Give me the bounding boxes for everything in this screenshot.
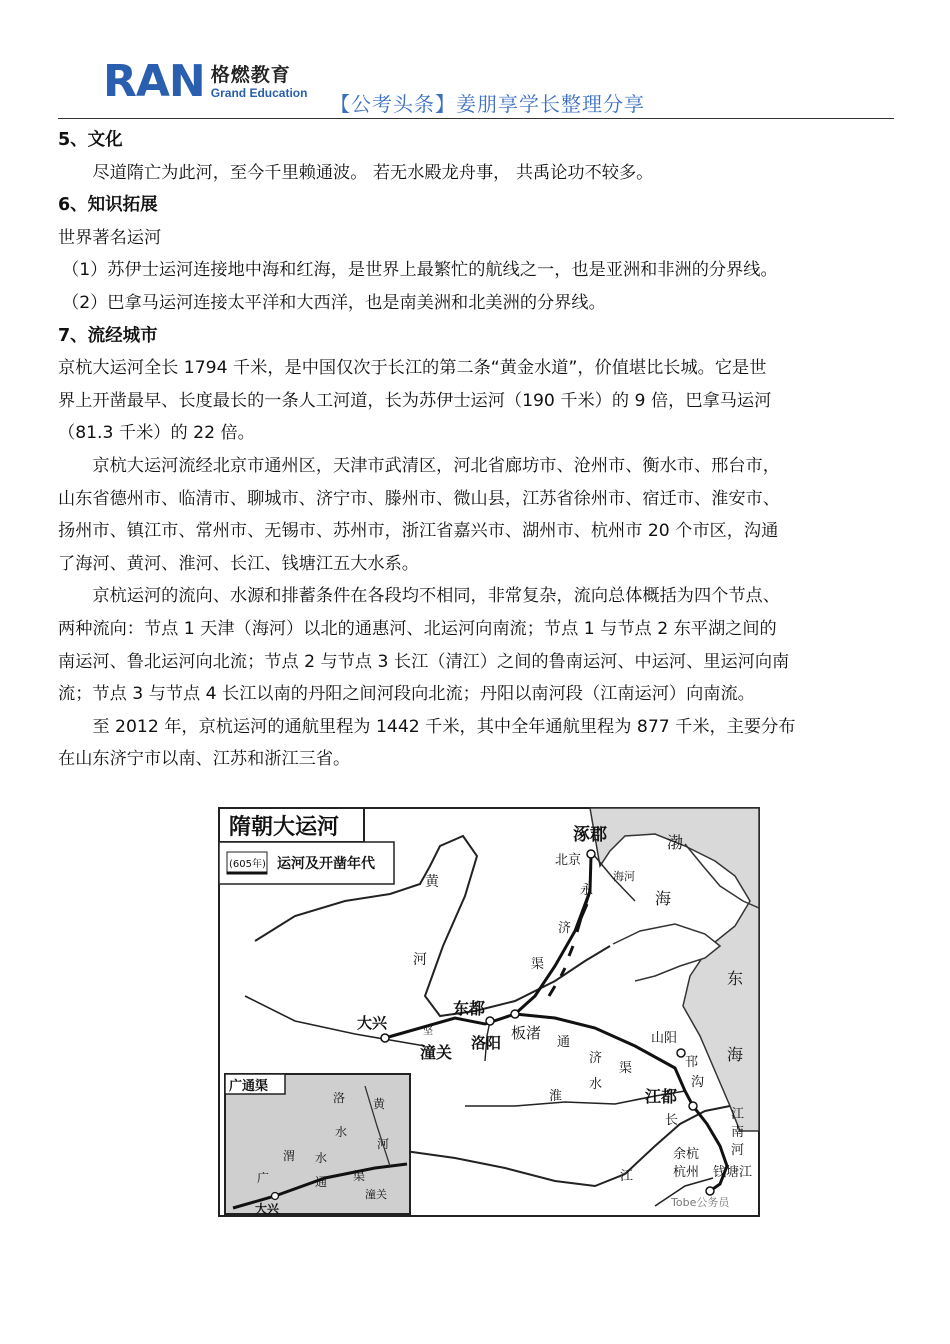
paragraph-3-line-3: 南运河、鲁北运河向北流；节点 2 与节点 3 长江（清江）之间的鲁南运河、中运河、里运河向南 bbox=[58, 651, 790, 672]
label-jiangnan-3: 河 bbox=[731, 1143, 745, 1158]
section-6-item-1: （1）苏伊士运河连接地中海和红海，是世界上最繁忙的航线之一，也是亚洲和非洲的分界线。 bbox=[62, 260, 778, 281]
city-marker-luoyang bbox=[486, 1017, 494, 1025]
label-yongji-1: 永 bbox=[580, 883, 594, 898]
logo-ran-text: RAN bbox=[103, 56, 205, 107]
label-huai: 淮 bbox=[549, 1089, 563, 1104]
label-jiangnan-2: 南 bbox=[731, 1125, 745, 1140]
label-dongdu: 东都 bbox=[453, 999, 486, 1018]
label-qu: 渠 bbox=[619, 1061, 633, 1076]
label-shanyang: 山阳 bbox=[651, 1031, 678, 1046]
paragraph-2-line-2: 山东省德州市、临清市、聊城市、济宁市、滕州市、微山县，江苏省徐州市、宿迁市、淮安市、 bbox=[58, 488, 780, 509]
label-bohai-2: 海 bbox=[655, 889, 672, 908]
inset-title: 广通渠 bbox=[229, 1079, 269, 1094]
label-yongji-2: 济 bbox=[558, 921, 572, 936]
logo-english-name: Grand Education bbox=[210, 86, 308, 100]
label-jiang: 江 bbox=[620, 1169, 634, 1184]
inset-label-qu: 渠 bbox=[353, 1169, 366, 1183]
city-marker-yuhang bbox=[706, 1187, 714, 1195]
label-chang: 长 bbox=[665, 1113, 679, 1128]
label-hangzhou: 杭州 bbox=[673, 1165, 700, 1180]
city-marker-banzhu bbox=[511, 1010, 519, 1018]
sui-grand-canal-map bbox=[215, 806, 765, 1220]
inset-label-tong: 通 bbox=[315, 1175, 328, 1189]
city-marker-shanyang bbox=[677, 1049, 685, 1057]
inset-label-wei: 渭 bbox=[283, 1149, 296, 1163]
label-bohai-1: 渤 bbox=[667, 833, 684, 852]
label-yuhang: 余杭 bbox=[673, 1147, 700, 1162]
legend-label: 运河及开凿年代 bbox=[277, 856, 375, 872]
paragraph-4-line-2: 在山东济宁市以南、江苏和浙江三省。 bbox=[58, 749, 351, 770]
paragraph-1-line-3: （81.3 千米）的 22 倍。 bbox=[58, 423, 255, 444]
label-han: 邗 bbox=[685, 1055, 699, 1070]
paragraph-3-line-2: 两种流向：节点 1 天津（海河）以北的通惠河、北运河向南流；节点 1 与节点 2 东平湖之间的 bbox=[58, 618, 777, 639]
label-gou: 沟 bbox=[691, 1075, 705, 1090]
inset-label-he: 河 bbox=[377, 1137, 390, 1151]
label-jiangdu: 江都 bbox=[645, 1087, 678, 1106]
inset-label-shui2: 水 bbox=[315, 1151, 328, 1165]
label-zhuojun: 涿郡 bbox=[573, 825, 607, 845]
label-huang: 黄 bbox=[425, 874, 439, 890]
brand-logo bbox=[103, 56, 308, 107]
paragraph-3-line-1: 京杭运河的流向、水源和排蓄条件在各段均不相同，非常复杂，流向总体概括为四个节点、 bbox=[92, 586, 780, 607]
logo-chinese-name: 格燃教育 bbox=[210, 64, 291, 86]
section-6-heading: 6、知识拓展 bbox=[58, 195, 158, 216]
map-watermark: Tobe公务员 bbox=[671, 1196, 730, 1209]
label-qiantang: 钱塘江 bbox=[713, 1165, 753, 1180]
paragraph-2-line-4: 了海河、黄河、淮河、长江、钱塘江五大水系。 bbox=[58, 553, 419, 574]
section-6-intro: 世界著名运河 bbox=[58, 227, 162, 248]
label-tongguan: 潼关 bbox=[420, 1043, 453, 1062]
paragraph-3-line-4: 流；节点 3 与节点 4 长江以南的丹阳之间河段向北流；丹阳以南河段（江南运河）向南流。 bbox=[58, 684, 755, 705]
label-jiangnan-1: 江 bbox=[731, 1107, 745, 1122]
inset-label-shui: 水 bbox=[335, 1125, 348, 1139]
paragraph-4-line-1: 至 2012 年，京杭运河的通航里程为 1442 千米，其中全年通航里程为 877 千米，主要分布 bbox=[92, 716, 796, 737]
document-body bbox=[58, 124, 898, 776]
section-6-item-2: （2）巴拿马运河连接太平洋和大西洋，也是南美洲和北美洲的分界线。 bbox=[62, 292, 606, 313]
section-5-poem: 尽道隋亡为此河，至今千里赖通波。 若无水殿龙舟事， 共禹论功不较多。 bbox=[92, 162, 654, 183]
label-beijing: 北京 bbox=[555, 853, 582, 868]
label-banzhu: 板渚 bbox=[511, 1024, 542, 1042]
label-tong: 通 bbox=[557, 1035, 571, 1050]
paragraph-2-line-1: 京杭大运河流经北京市通州区，天津市武清区，河北省廊坊市、沧州市、衡水市、邢台市， bbox=[92, 455, 780, 476]
paragraph-1-line-1: 京杭大运河全长 1794 千米，是中国仅次于长江的第二条“黄金水道”，价值堪比长城。它是世 bbox=[58, 358, 767, 379]
section-7-heading: 7、流经城市 bbox=[58, 325, 158, 346]
label-yongji-3: 渠 bbox=[531, 957, 545, 972]
paragraph-2-line-3: 扬州市、镇江市、常州市、无锡市、苏州市，浙江省嘉兴市、湖州市、杭州市 20 个市区，沟通 bbox=[58, 521, 779, 542]
label-donghai-2: 海 bbox=[727, 1045, 744, 1064]
city-marker-zhuojun bbox=[587, 850, 595, 858]
legend-year: (605年) bbox=[229, 859, 266, 870]
header-tagline: 【公考头条】姜朋享学长整理分享 bbox=[330, 92, 645, 116]
label-luoyang: 洛阳 bbox=[471, 1034, 502, 1052]
inset-label-luo: 洛 bbox=[333, 1091, 346, 1105]
inset-label-tongguan: 潼关 bbox=[365, 1188, 387, 1201]
label-ji: 济 bbox=[589, 1051, 603, 1066]
label-he: 河 bbox=[413, 952, 427, 968]
paragraph-1-line-2: 界上开凿最早、长度最长的一条人工河道，长为苏伊士运河（190 千米）的 9 倍，巴拿马运河 bbox=[58, 390, 772, 411]
label-daxing: 大兴 bbox=[357, 1014, 388, 1032]
label-haihe: 海河 bbox=[613, 870, 635, 883]
inset-label-daxing: 大兴 bbox=[255, 1202, 280, 1216]
inset-marker-daxing bbox=[272, 1193, 279, 1200]
inset-label-huang: 黄 bbox=[373, 1097, 386, 1111]
city-marker-daxing bbox=[381, 1034, 389, 1042]
city-marker-jiangdu bbox=[689, 1102, 697, 1110]
label-donghai-1: 东 bbox=[727, 969, 744, 988]
map-title: 隋朝大运河 bbox=[229, 815, 340, 840]
page-header bbox=[0, 0, 950, 120]
header-divider bbox=[58, 118, 894, 119]
inset-label-guang: 广 bbox=[257, 1171, 270, 1185]
label-sheng: 坚 bbox=[423, 1026, 433, 1037]
section-5-heading: 5、文化 bbox=[58, 130, 123, 150]
label-shui: 水 bbox=[589, 1077, 603, 1092]
